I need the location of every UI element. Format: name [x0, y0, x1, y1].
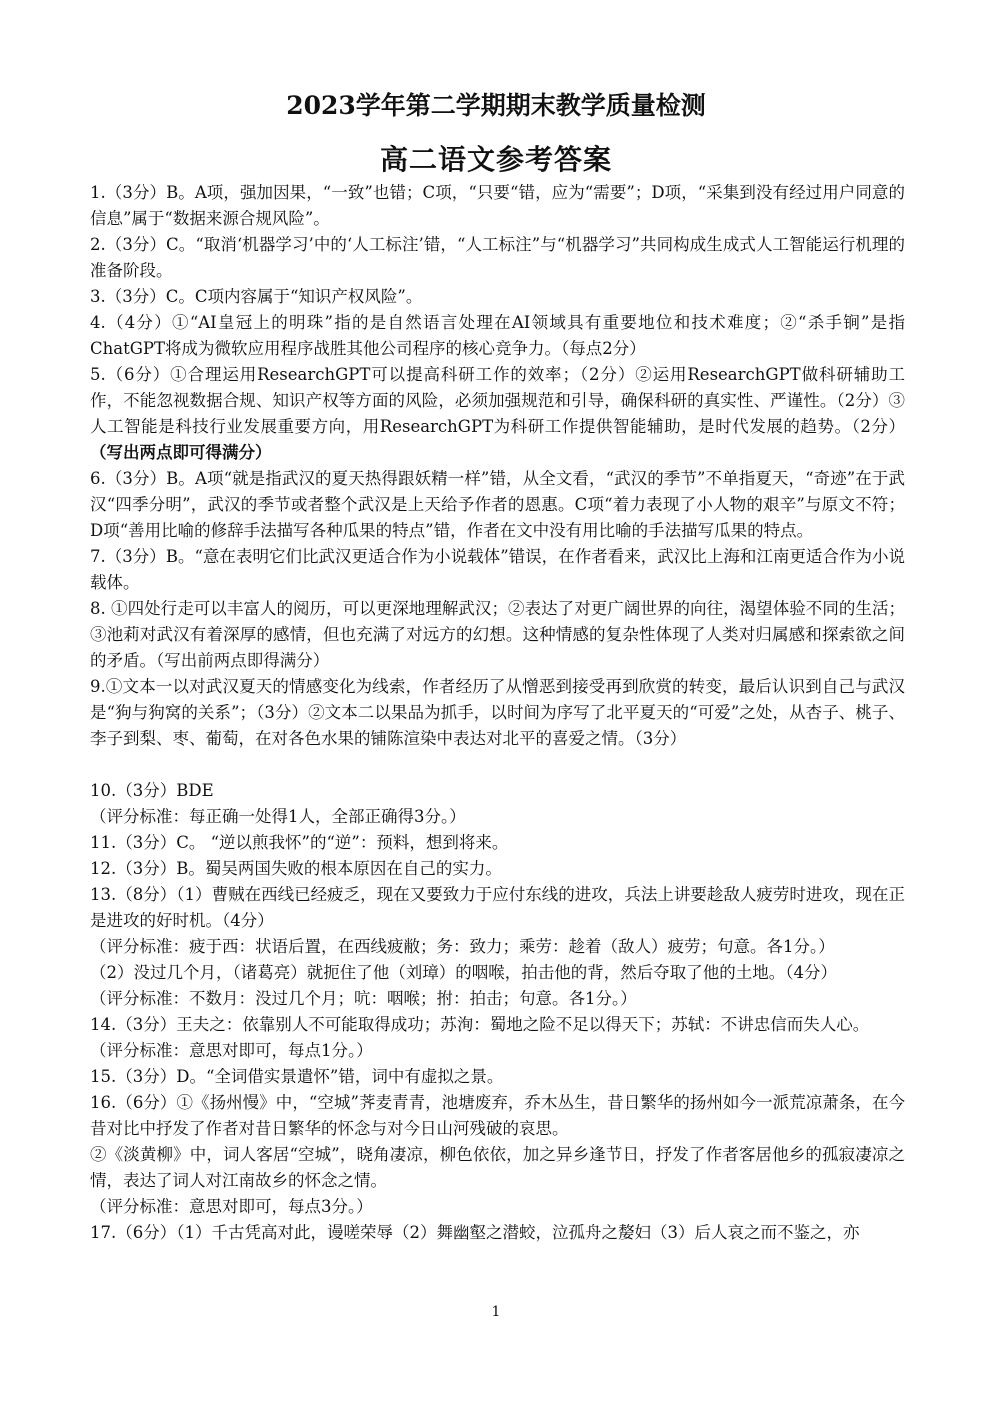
answer-q5-text: 5.（6分）①合理运用ResearchGPT可以提高科研工作的效率；（2分）②运用ResearchGPT做科研辅助工作，不能忽视数据合规、知识产权等方面的风险，必须加强规范和引导，确保科研的真实性、严谨性。（2分）③人工智能是科技行业发展重要方向，用ResearchGPT为科研工作提供智能辅助，是时代发展的趋势。（2分） [90, 365, 905, 436]
answer-q5-bold-note: （写出两点即可得满分） [90, 443, 272, 462]
answer-q14: 14.（3分）王夫之：依靠别人不可能取得成功；苏洵：蜀地之险不足以得天下；苏轼：不讲忠信而失人心。 [90, 1015, 870, 1034]
answer-q12: 12.（3分）B。蜀吴两国失败的根本原因在自己的实力。 [90, 859, 502, 878]
answer-q6: 6.（3分）B。A项“就是指武汉的夏天热得跟妖精一样”错，从全文看，“武汉的季节”不单指夏天，“奇迹”在于武汉“四季分明”，武汉的季节或者整个武汉是上天给予作者的恩惠。C项“着力表现了小人物的艰辛”与原文不符；D项“善用比喻的修辞手法描写各种瓜果的特点”错，作者在文中没有用比喻的手法描写瓜果的特点。 [90, 469, 905, 540]
answer-q2: 2.（3分）C。“取消‘机器学习’中的‘人工标注’错，“人工标注”与“机器学习”共同构成生成式人工智能运行机理的准备阶段。 [90, 235, 905, 280]
scoring-note-q13-part1: （评分标准：疲于西：状语后置，在西线疲敝；务：致力；乘劳：趁着（敌人）疲劳；句意。各1分。） [90, 937, 835, 956]
scoring-note-q16: （评分标准：意思对即可，每点3分。） [90, 1197, 373, 1216]
exam-title: 2023学年第二学期期末教学质量检测 [286, 91, 706, 120]
scoring-note-q10: （评分标准：每正确一处得1人，全部正确得3分。） [90, 807, 466, 826]
answer-body [90, 180, 905, 1246]
answer-q1: 1.（3分）B。A项，强加因果，“一致”也错；C项，“只要“错，应为“需要”；D项，“采集到没有经过用户同意的信息”属于“数据来源合规风险”。 [90, 183, 905, 228]
scoring-note-q13-part2: （评分标准：不数月：没过几个月；吭：咽喉；拊：拍击；句意。各1分。） [90, 989, 637, 1008]
answer-q9: 9.①文本一以对武汉夏天的情感变化为线索，作者经历了从憎恶到接受再到欣赏的转变，最后认识到自己与武汉是“狗与狗窝的关系”；（3分）②文本二以果品为抓手，以时间为序写了北平夏天的“可爱”之处，从杏子、桃子、李子到梨、枣、葡萄，在对各色水果的铺陈渲染中表达对北平的喜爱之情。（3分） [90, 677, 905, 748]
answer-q7: 7.（3分）B。“意在表明它们比武汉更适合作为小说载体”错误，在作者看来，武汉比上海和江南更适合作为小说载体。 [90, 547, 905, 592]
answer-q13-part2: （2）没过几个月，（诸葛亮）就扼住了他（刘璋）的咽喉，拍击他的背，然后夺取了他的土地。（4分） [90, 963, 837, 982]
answer-q16-part1: 16.（6分）①《扬州慢》中，“空城”荠麦青青，池塘废弃，乔木丛生，昔日繁华的扬州如今一派荒凉萧条，在今昔对比中抒发了作者对昔日繁华的怀念与对今日山河残破的哀思。 [90, 1093, 905, 1138]
section-gap [90, 752, 905, 778]
answer-q4: 4.（4分）①“AI皇冠上的明珠”指的是自然语言处理在AI领域具有重要地位和技术难度；②“杀手锏”是指ChatGPT将成为微软应用程序战胜其他公司程序的核心竞争力。（每点2分） [90, 313, 905, 358]
answer-q3: 3.（3分）C。C项内容属于“知识产权风险”。 [90, 287, 423, 306]
scoring-note-q14: （评分标准：意思对即可，每点1分。） [90, 1041, 373, 1060]
answer-q10: 10.（3分）BDE [90, 781, 214, 800]
answer-q5 [90, 362, 905, 466]
answer-key-title: 高二语文参考答案 [379, 143, 612, 176]
answer-q11: 11.（3分）C。 “逆以煎我怀”的“逆”：预料，想到将来。 [90, 833, 509, 852]
page-number: 1 [491, 1304, 501, 1320]
answer-q16-part2: ②《淡黄柳》中，词人客居“空城”，晓角凄凉，柳色依依，加之异乡逢节日，抒发了作者客居他乡的孤寂凄凉之情，表达了词人对江南故乡的怀念之情。 [90, 1145, 905, 1190]
answer-q17: 17.（6分）（1）千古凭高对此，谩嗟荣辱（2）舞幽壑之潜蛟，泣孤舟之嫠妇（3）后人哀之而不鉴之，亦 [90, 1223, 860, 1242]
answer-q15: 15.（3分）D。“全词借实景遣怀”错，词中有虚拟之景。 [90, 1067, 504, 1086]
answer-q13-part1: 13.（8分）（1）曹贼在西线已经疲乏，现在又要致力于应付东线的进攻，兵法上讲要趁敌人疲劳时进攻，现在正是进攻的好时机。（4分） [90, 885, 905, 930]
answer-q8: 8. ①四处行走可以丰富人的阅历，可以更深地理解武汉；②表达了对更广阔世界的向往，渴望体验不同的生活；③池莉对武汉有着深厚的感情，但也充满了对远方的幻想。这种情感的复杂性体现了人类对归属感和探索欲之间的矛盾。（写出前两点即得满分） [90, 599, 905, 670]
